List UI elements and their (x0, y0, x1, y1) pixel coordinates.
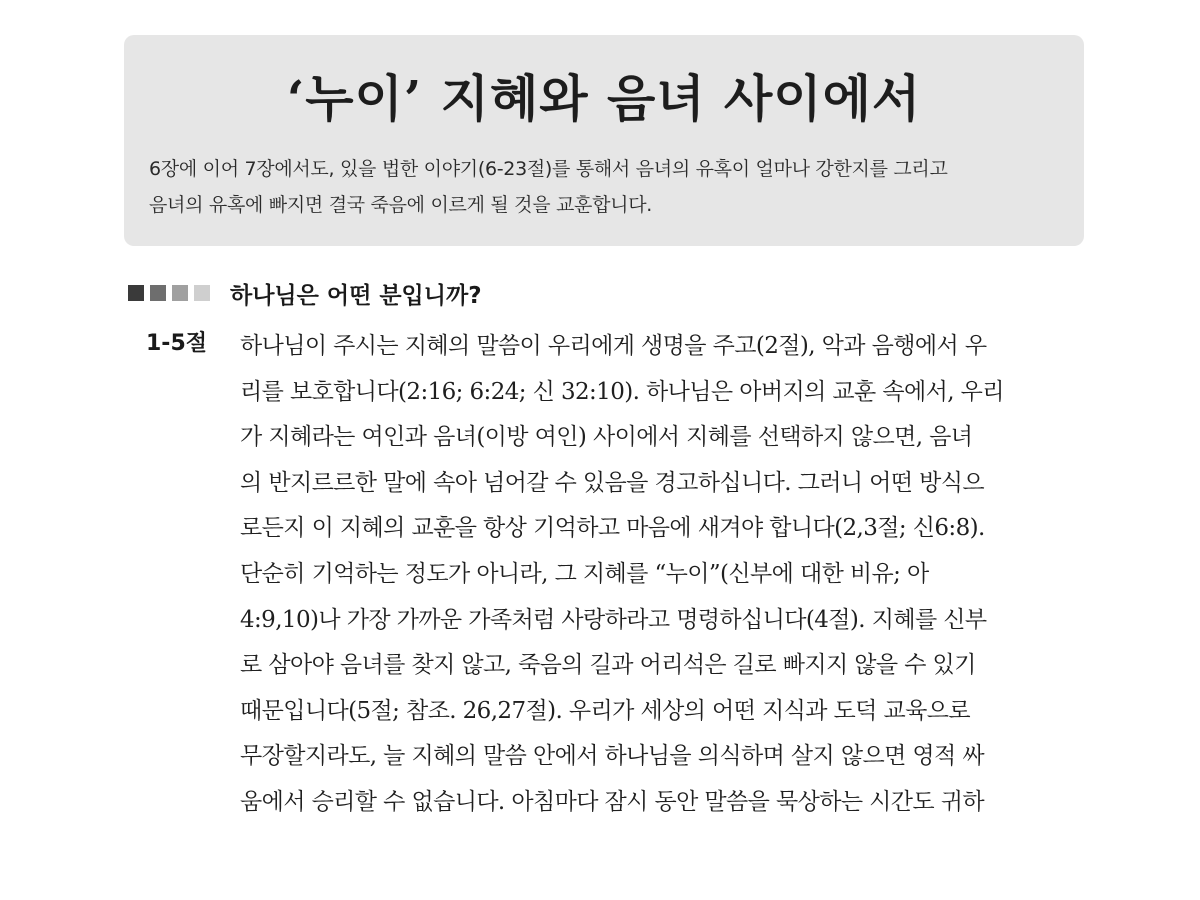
body-line: 때문입니다(5절; 참조. 26,27절). 우리가 세상의 어떤 지식과 도덕 교육으로 (240, 697, 970, 724)
section-heading-text: 하나님은 어떤 분입니까? (230, 282, 482, 309)
body-line: 가 지혜라는 여인과 음녀(이방 여인) 사이에서 지혜를 선택하지 않으면, 음녀 (240, 424, 973, 451)
page-title: ‘누이’ 지혜와 음녀 사이에서 (286, 69, 922, 128)
body-line: 로든지 이 지혜의 교훈을 항상 기억하고 마음에 새겨야 합니다(2,3절; 신6:8). (240, 515, 985, 542)
square-icon (172, 285, 188, 301)
square-icon (150, 285, 166, 301)
intro-line: 6장에 이어 7장에서도, 있을 법한 이야기(6-23절)를 통해서 음녀의 유혹이 얼마나 강한지를 그리고 (149, 158, 948, 180)
body-line: 하나님이 주시는 지혜의 말씀이 우리에게 생명을 주고(2절), 악과 음행에서 우 (240, 333, 987, 359)
intro-line: 음녀의 유혹에 빠지면 결국 죽음에 이르게 될 것을 교훈합니다. (149, 194, 653, 216)
body-line: 의 반지르르한 말에 속아 넘어갈 수 있음을 경고하십니다. 그러니 어떤 방식으 (240, 469, 984, 496)
section-heading (128, 273, 482, 313)
body-line: 움에서 승리할 수 없습니다. 아침마다 잠시 동안 말씀을 묵상하는 시간도 귀하 (240, 788, 984, 815)
body-line: 무장할지라도, 늘 지혜의 말씀 안에서 하나님을 의식하며 살지 않으면 영적 싸 (240, 743, 984, 770)
body-line: 리를 보호합니다(2:16; 6:24; 신 32:10). 하나님은 아버지의 교훈 속에서, 우리 (240, 378, 1004, 405)
square-icon (194, 285, 210, 301)
header-box (124, 35, 1084, 246)
body-line: 로 삼아야 음녀를 찾지 않고, 죽음의 길과 어리석은 길로 빠지지 않을 수 있기 (240, 652, 976, 679)
square-icon (128, 285, 144, 301)
body-line: 4:9,10)나 가장 가까운 가족처럼 사랑하라고 명령하십니다(4절). 지혜를 신부 (240, 606, 987, 633)
verse-label: 1-5절 (146, 331, 207, 356)
heading-squares-icon (128, 285, 216, 301)
body-paragraph (240, 324, 1090, 826)
intro-paragraph (149, 151, 1069, 223)
body-line: 단순히 기억하는 정도가 아니라, 그 지혜를 “누이”(신부에 대한 비유; 아 (240, 560, 929, 587)
